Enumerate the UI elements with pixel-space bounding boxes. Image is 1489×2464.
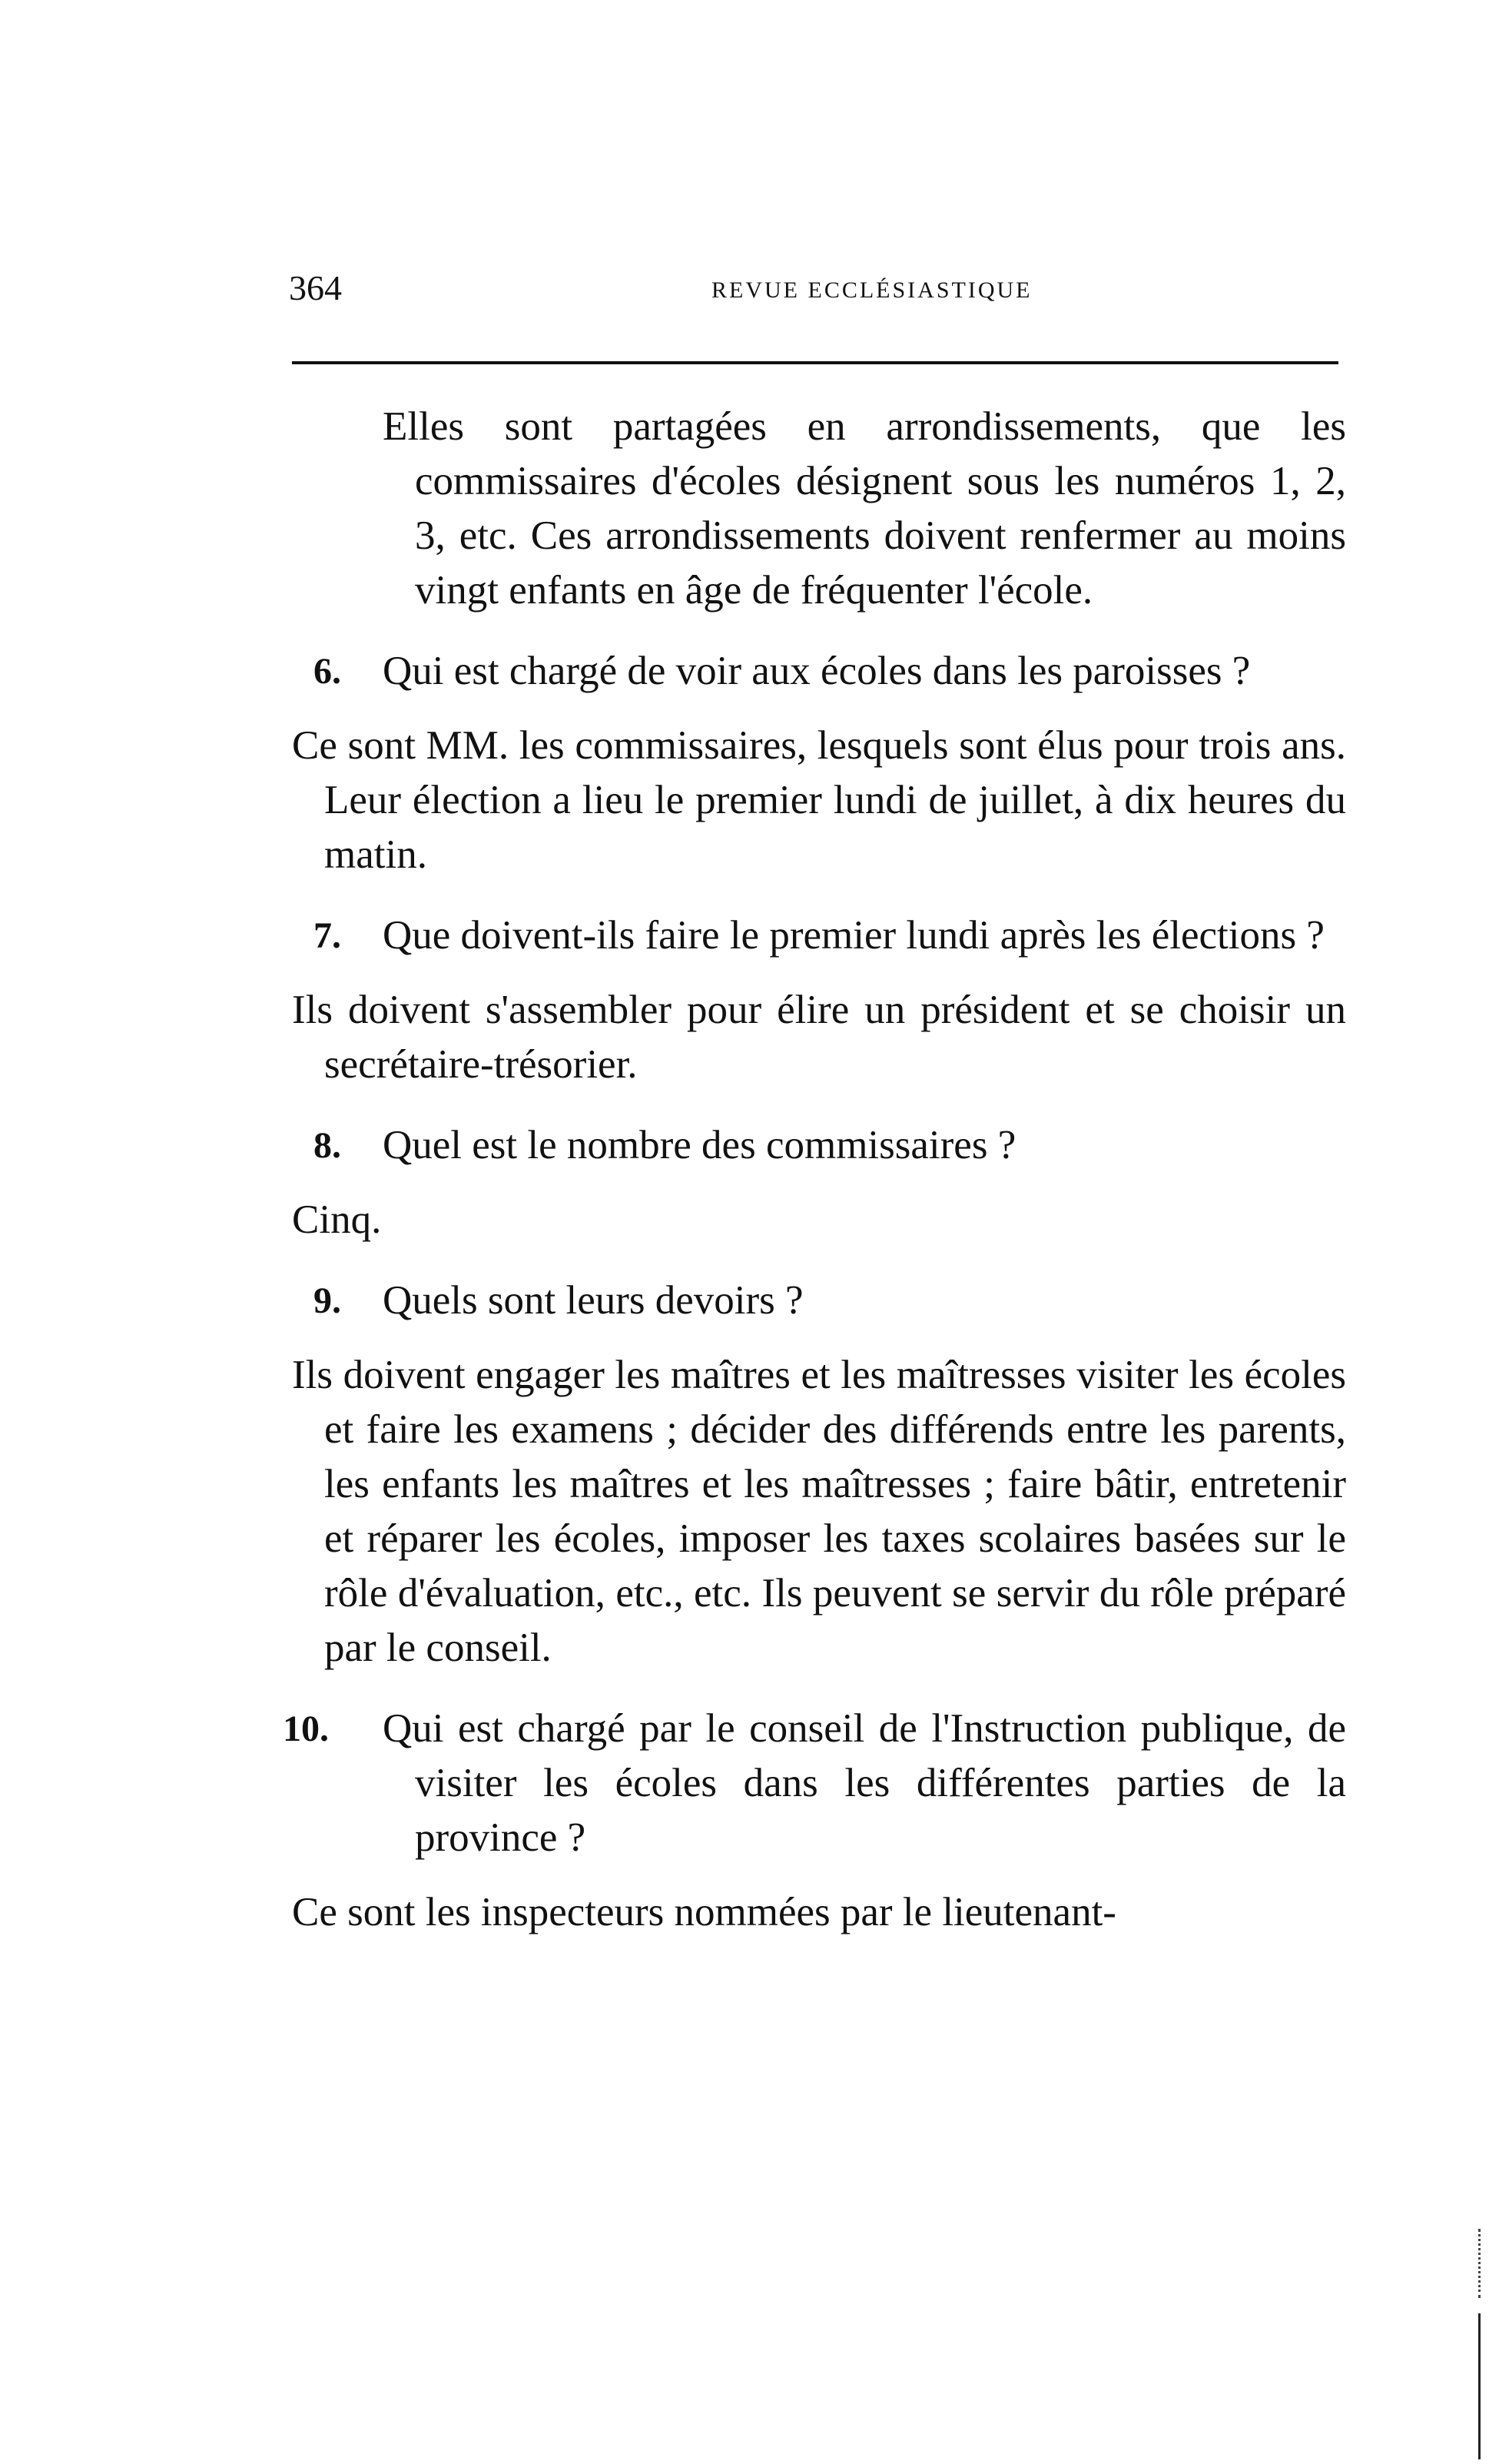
question-number: 8. — [313, 1125, 341, 1166]
running-title: REVUE ECCLÉSIASTIQUE — [711, 277, 1033, 303]
question-text: Qui est chargé par le conseil de l'Instruction publique, de visiter les écoles dans les différentes parties de la province ? — [383, 1706, 1346, 1860]
question-6 — [313, 644, 1346, 699]
question-7 — [313, 908, 1346, 963]
answer-9: Ils doivent engager les maîtres et les maîtresses visiter les écoles et faire les examens ; décider des différends entre les parents, les enfants les maîtres et les maîtresses ; faire bâtir, entretenir et réparer les écoles, imposer les taxes scolaires basées sur le rôle d'évaluation, etc., etc. Ils peuvent se servir du rôle préparé par le conseil. — [292, 1353, 1346, 1670]
page-number: 364 — [289, 268, 342, 307]
question-8 — [313, 1118, 1346, 1173]
answer-paragraph: Elles sont partagées en arrondissements, que les commissaires d'écoles désignent sous les numéros 1, 2, 3, etc. Ces arrondissements doivent renfermer au moins vingt enfants en âge de fréquenter l'école. — [383, 404, 1346, 613]
answer-7: Ils doivent s'assembler pour élire un président et se choisir un secrétaire-trésorier. — [292, 988, 1346, 1087]
question-number: 6. — [313, 651, 341, 692]
question-number: 9. — [313, 1280, 341, 1321]
scan-edge-line — [1478, 2313, 1481, 2459]
question-9 — [313, 1274, 1346, 1328]
question-text: Quels sont leurs devoirs ? — [383, 1278, 804, 1323]
question-text: Qui est chargé de voir aux écoles dans les paroisses ? — [383, 649, 1251, 693]
running-head — [289, 261, 1343, 315]
page-body — [283, 400, 1346, 1940]
question-text: Quel est le nombre des commissaires ? — [383, 1123, 1016, 1167]
question-text: Que doivent-ils faire le premier lundi après les élections ? — [383, 913, 1325, 958]
scan-edge-dots — [1478, 2229, 1483, 2298]
question-number: 7. — [313, 915, 341, 956]
question-10 — [283, 1702, 1346, 1865]
answer-6: Ce sont MM. les commissaires, lesquels sont élus pour trois ans. Leur élection a lieu le premier lundi de juillet, à dix heures du matin. — [292, 723, 1346, 877]
header-rule — [292, 361, 1338, 364]
question-number: 10. — [283, 1709, 329, 1749]
answer-10: Ce sont les inspecteurs nommées par le lieutenant- — [292, 1890, 1116, 1934]
answer-8: Cinq. — [292, 1197, 382, 1242]
